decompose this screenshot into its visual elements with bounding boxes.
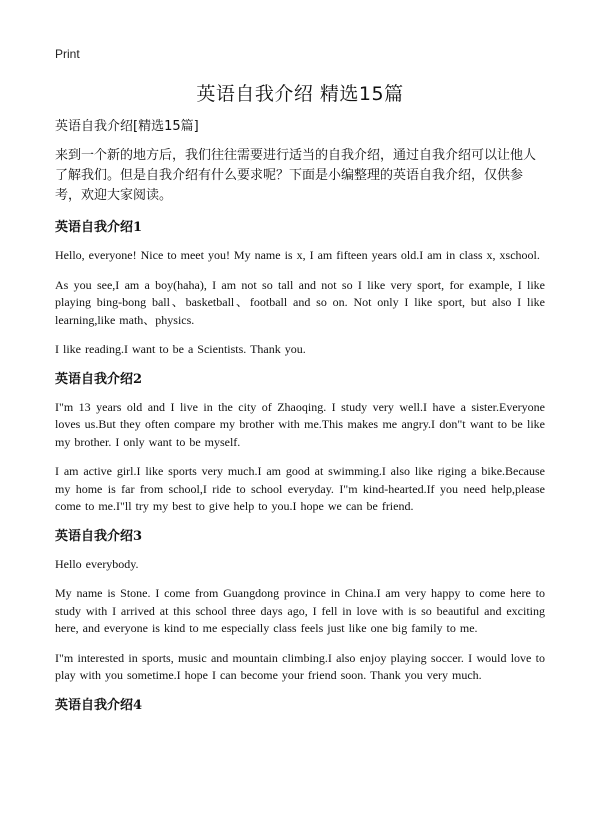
- paragraph: I like reading.I want to be a Scientists. Thank you.: [55, 342, 306, 356]
- section-2: [55, 371, 545, 516]
- section-heading: 英语自我介绍2: [55, 371, 143, 387]
- paragraph: I"m 13 years old and I live in the city of Zhaoqing. I study very well.I have a sister.Everyone loves us.But they often compare my brother with me.This makes me angry.I don"t want to be like my brother. I only want to be myself.: [55, 399, 545, 449]
- paragraph: Hello, everyone! Nice to meet you! My name is x, I am fifteen years old.I am in class x, xschool.: [55, 248, 540, 262]
- paragraph: My name is Stone. I come from Guangdong province in China.I am very happy to come here to study with I arrived at this school three days ago, I fell in love with is so beautiful and exciting here, and everyone is kind to me especially class feels just like one big family to me.: [55, 586, 545, 635]
- paragraph: I am active girl.I like sports very much.I am good at swimming.I also like riging a bike.Because my home is far from school,I ride to school everyday. I"m kind-hearted.If you need help,please come to me.I"ll try my best to give help to you.I hope we can be friend.: [55, 464, 545, 513]
- paragraph: Hello everybody.: [55, 556, 139, 571]
- paragraph: As you see,I am a boy(haha), I am not so tall and not so I like very sport, for example, I like playing bing-bong ball、basketball、football and so on. Not only I like sport, but also I like learning,like math、physics.: [55, 277, 545, 327]
- section-1: [55, 219, 545, 359]
- article-subtitle: 英语自我介绍[精选15篇]: [55, 119, 199, 134]
- article-intro: 来到一个新的地方后，我们往往需要进行适当的自我介绍，通过自我介绍可以让他人了解我们。但是自我介绍有什么要求呢？下面是小编整理的英语自我介绍，仅供参考，欢迎大家阅读。: [55, 148, 537, 203]
- article-body: [55, 118, 545, 725]
- section-heading: 英语自我介绍1: [55, 220, 143, 235]
- section-heading: 英语自我介绍4: [55, 697, 143, 713]
- print-link[interactable]: Print: [55, 47, 80, 61]
- section-heading: 英语自我介绍3: [55, 528, 143, 544]
- section-3: [55, 528, 545, 685]
- page-title: 英语自我介绍 精选15篇: [196, 83, 404, 105]
- section-4: [55, 697, 545, 715]
- paragraph: I"m interested in sports, music and mountain climbing.I also enjoy playing soccer. I would love to play with you sometime.I hope I can become your friend soon. Thank you very much.: [55, 650, 545, 682]
